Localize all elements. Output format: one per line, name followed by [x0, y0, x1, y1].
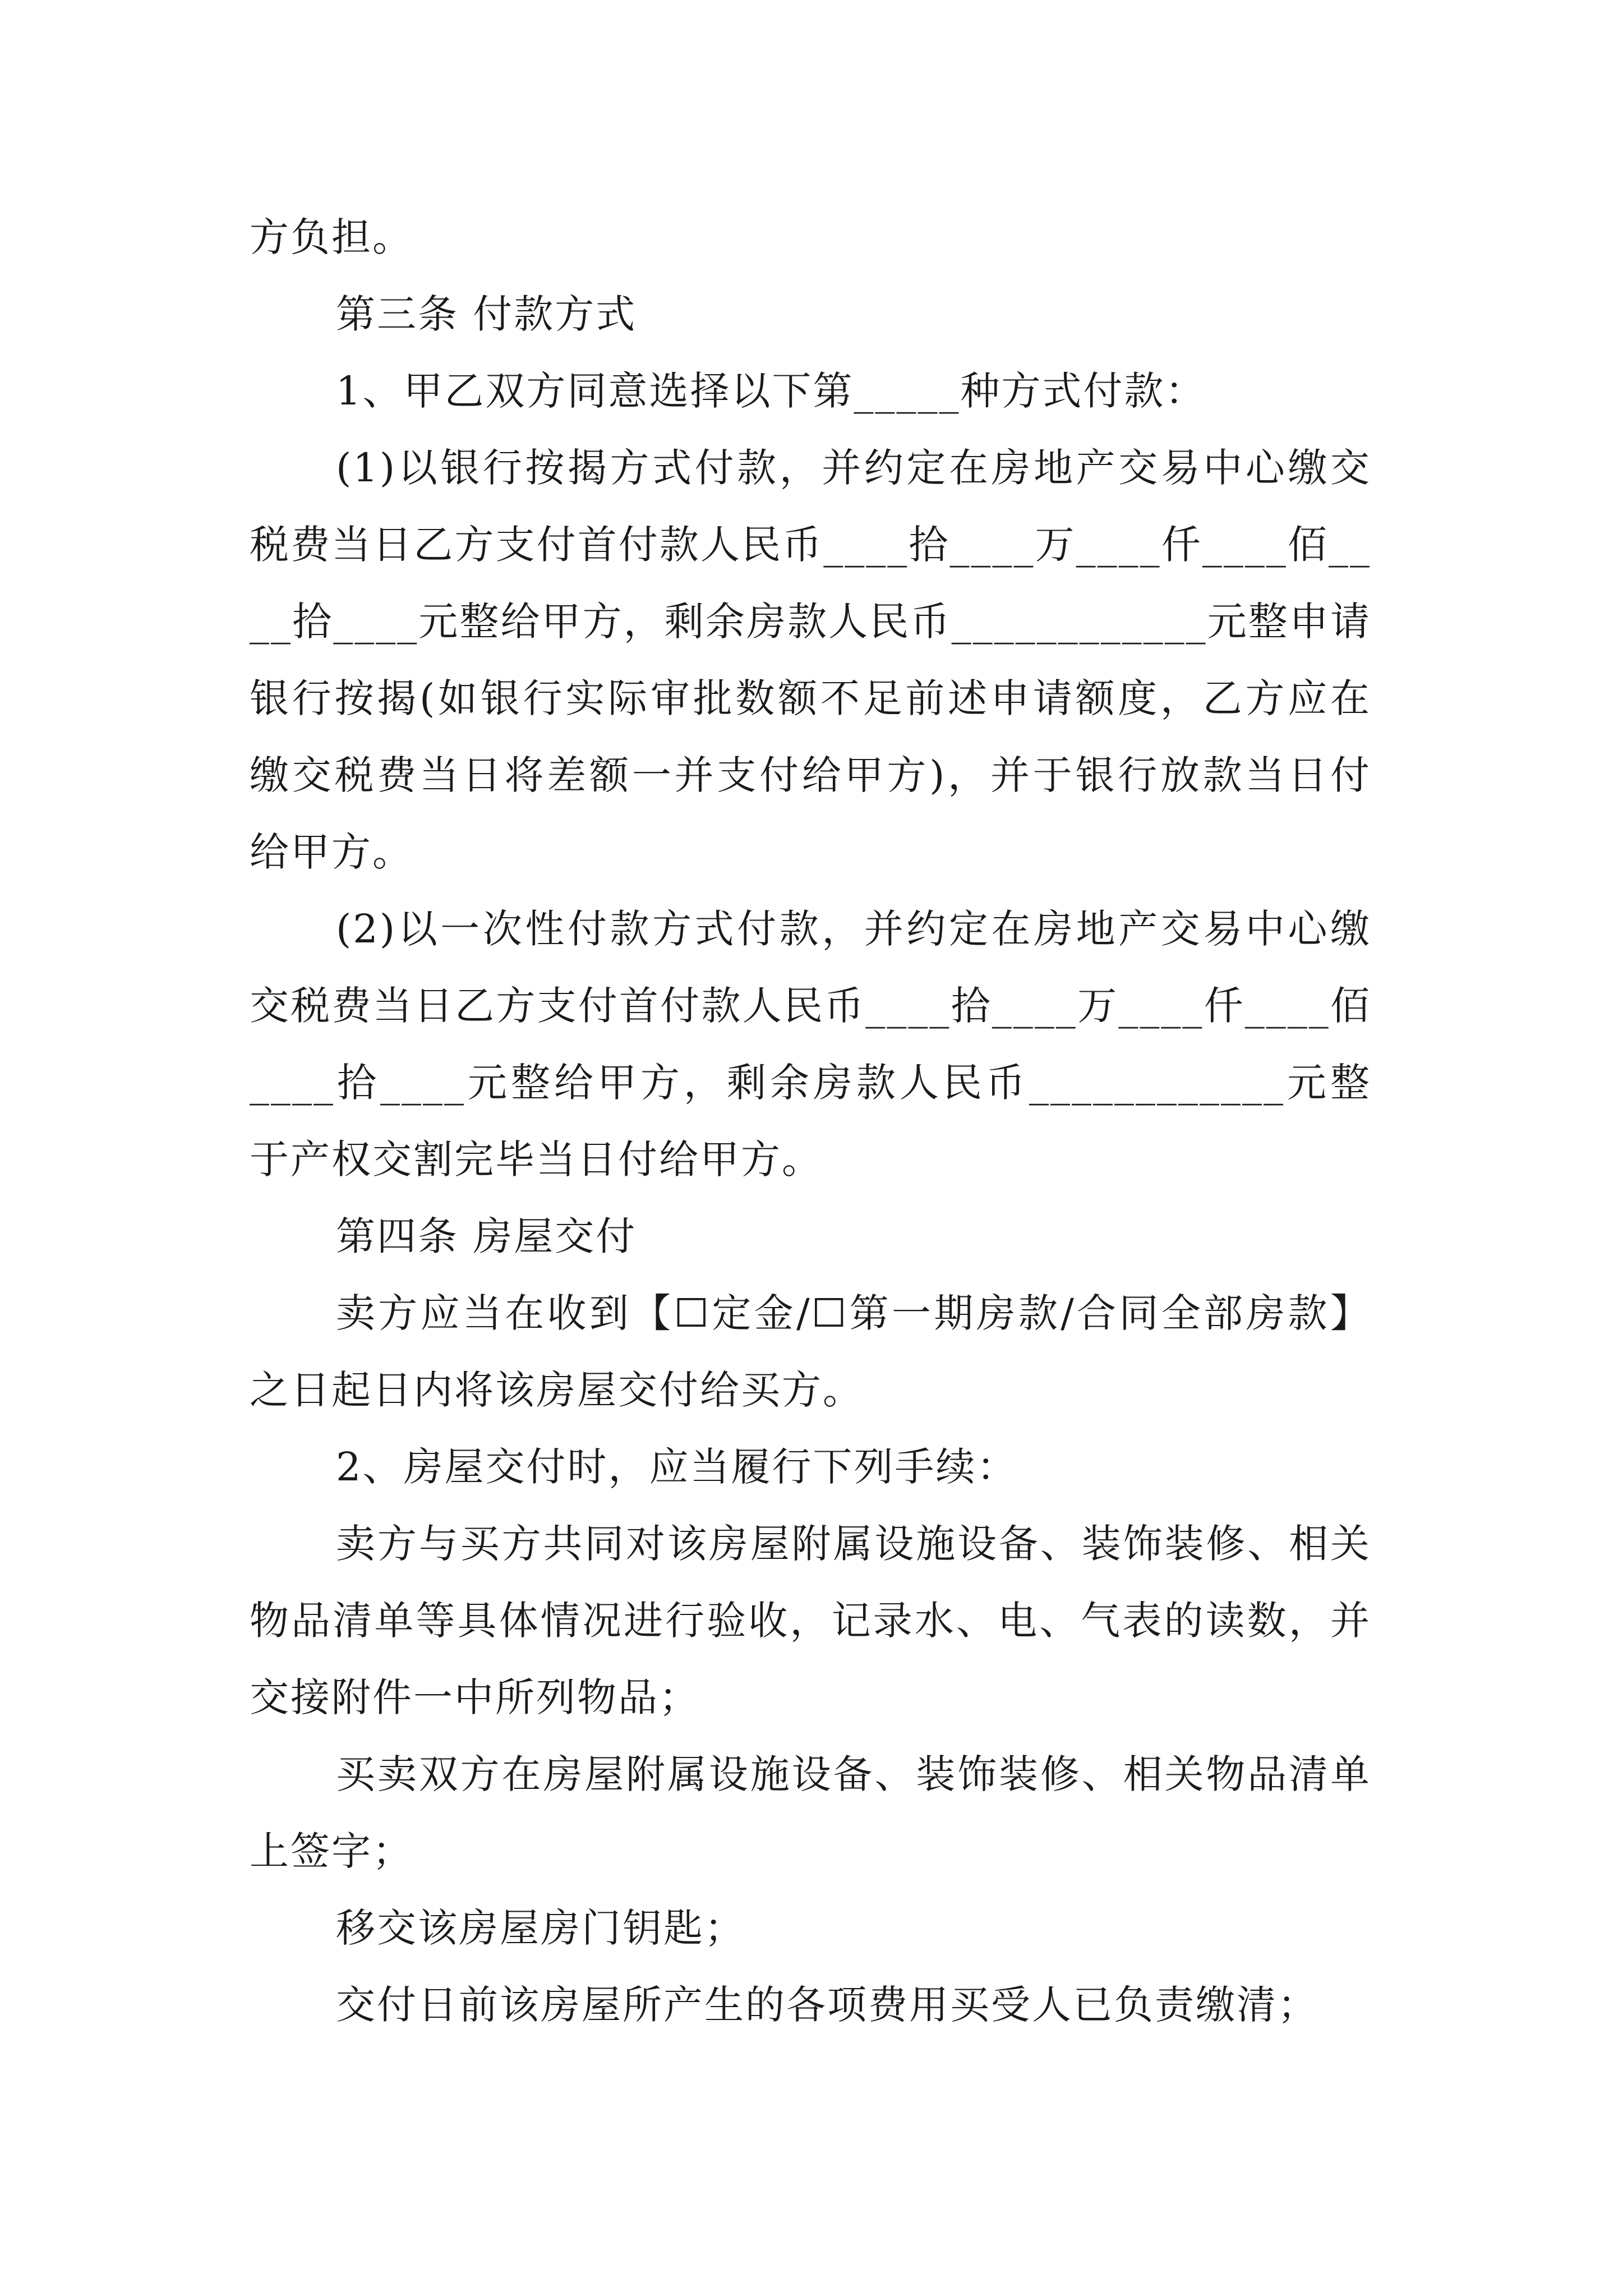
paragraph-delivery-deadline: 卖方应当在收到【☐定金/☐第一期房款/合同全部房款】之日起日内将该房屋交付给买方。 — [250, 1290, 1371, 1413]
paragraph-hand-over-keys: 移交该房屋房门钥匙； — [336, 1905, 745, 1951]
paragraph-fees-settled: 交付日前该房屋所产生的各项费用买受人已负责缴清； — [336, 1982, 1318, 2028]
paragraph-payment-choice: 1、甲乙双方同意选择以下第_____种方式付款： — [336, 368, 1206, 414]
paragraph-sign-checklist: 买卖双方在房屋附属设施设备、装饰装修、相关物品清单上签字； — [250, 1751, 1371, 1874]
document-body — [250, 199, 1371, 2044]
section-heading-house-delivery: 第四条 房屋交付 — [336, 1213, 637, 1259]
section-heading-payment-method: 第三条 付款方式 — [336, 291, 637, 337]
paragraph-delivery-procedures: 2、房屋交付时，应当履行下列手续： — [336, 1444, 1018, 1490]
paragraph-joint-inspection: 卖方与买方共同对该房屋附属设施设备、装饰装修、相关物品清单等具体情况进行验收，记录水、电、气表的读数，并交接附件一中所列物品； — [250, 1521, 1371, 1720]
paragraph-continuation: 方负担。 — [250, 214, 413, 260]
paragraph-lump-sum-payment: (2)以一次性付款方式付款，并约定在房地产交易中心缴交税费当日乙方支付首付款人民币____拾____万____仟____佰____拾____元整给甲方，剩余房款人民币____________元整于产权交割完毕当日付给甲方。 — [250, 906, 1371, 1182]
paragraph-mortgage-payment: (1)以银行按揭方式付款，并约定在房地产交易中心缴交税费当日乙方支付首付款人民币____拾____万____仟____佰____拾____元整给甲方，剩余房款人民币____________元整申请银行按揭(如银行实际审批数额不足前述申请额度，乙方应在缴交税费当日将差额一并支付给甲方)，并于银行放款当日付给甲方。 — [250, 445, 1371, 875]
